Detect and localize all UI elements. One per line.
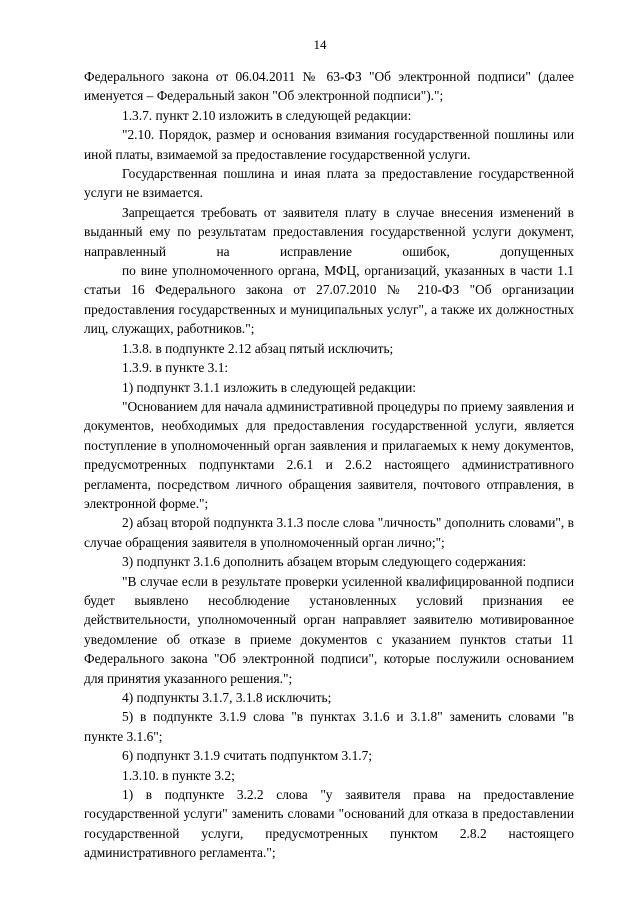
paragraph: Запрещается требовать от заявителя плату в случае внесения изменений в выданный ему по результатам предоставления государственной услуги документ, направленный на исправление ошибок, допущенных: [84, 204, 574, 259]
paragraph: Государственная пошлина и иная плата за предоставление государственной услуги не взимается.: [84, 166, 574, 201]
paragraph: 2) абзац второй подпункта 3.1.3 после слова "личность" дополнить словами", в случае обращения заявителя в уполномоченный орган лично;";: [84, 515, 574, 550]
page-number: 14: [313, 37, 327, 52]
paragraph: 6) подпункт 3.1.9 считать подпунктом 3.1.7;: [122, 748, 373, 764]
paragraph: Федерального закона от 06.04.2011 № 63-ФЗ "Об электронной подписи" (далее именуется – Федеральный закон "Об электронной подписи").";: [84, 69, 574, 104]
paragraph: 4) подпункты 3.1.7, 3.1.8 исключить;: [122, 690, 332, 705]
paragraph: "Основанием для начала административной процедуры по приему заявления и документов, необходимых для предоставления государственной услуги, является поступление в уполномоченный орган заявления и прилагаемых к нему документов, предусмотренных подпунктами 2.6.1 и 2.6.2 настоящего административного регламента, посредством личного обращения заявителя, почтового отправления, в электронной форме.";: [84, 398, 574, 511]
paragraph: 1) в подпункте 3.2.2 слова "у заявителя права на предоставление государственной услуги" заменить словами "оснований для отказа в предоставлении государственной услуги, предусмотренных пунктом 2.8.2 настоящего административного регламента.";: [84, 787, 574, 861]
paragraph: "2.10. Порядок, размер и основания взимания государственной пошлины или иной платы, взимаемой за предоставление государственной услуги.: [84, 127, 574, 162]
paragraph: 1.3.8. в подпункте 2.12 абзац пятый исключить;: [122, 340, 394, 356]
paragraph: по вине уполномоченного органа, МФЦ, организаций, указанных в части 1.1 статьи 16 Федерального закона от 27.07.2010 № 210-ФЗ "Об организации предоставления государственных и муниципальных услуг", а также их должностных лиц, служащих, работников.";: [84, 263, 574, 337]
paragraph: 5) в подпункте 3.1.9 слова "в пунктах 3.1.6 и 3.1.8" заменить словами "в пункте 3.1.6";: [84, 709, 574, 744]
paragraph: 1) подпункт 3.1.1 изложить в следующей редакции:: [122, 379, 416, 395]
paragraph: 1.3.9. в пункте 3.1:: [122, 360, 229, 376]
paragraph: 1.3.7. пункт 2.10 изложить в следующей редакции:: [122, 107, 412, 123]
document-body: [84, 67, 574, 863]
paragraph: 1.3.10. в пункте 3.2;: [122, 767, 235, 783]
paragraph: "В случае если в результате проверки усиленной квалифицированной подписи будет выявлено несоблюдение установленных условий признания ее действительности, уполномоченный орган направляет заявителю мотивированное уведомление об отказе в приеме документов с указанием пунктов статьи 11 Федерального закона "Об электронной подписи", которые послужили основанием для принятия указанного решения.";: [84, 573, 574, 686]
paragraph: 3) подпункт 3.1.6 дополнить абзацем вторым следующего содержания:: [122, 554, 527, 570]
